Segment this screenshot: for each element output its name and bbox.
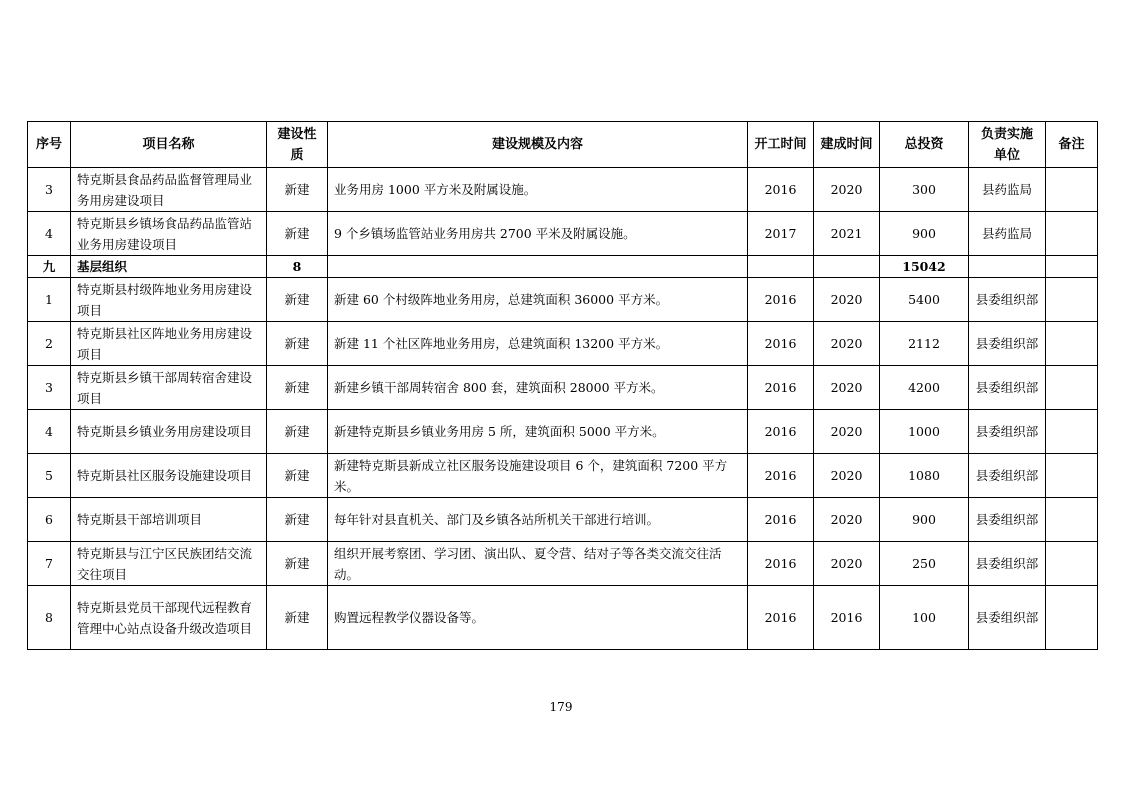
- cell-start: 2016: [748, 542, 814, 586]
- cell-end: 2020: [814, 168, 880, 212]
- cell-scope: 组织开展考察团、学习团、演出队、夏令营、结对子等各类交流交往活动。: [328, 542, 748, 586]
- cell-unit: 县药监局: [969, 168, 1046, 212]
- header-name: 项目名称: [71, 122, 267, 168]
- cell-remark: [1046, 168, 1098, 212]
- cell-name: 特克斯县社区服务设施建设项目: [71, 454, 267, 498]
- cell-unit: 县委组织部: [969, 278, 1046, 322]
- table-row: [28, 366, 1098, 410]
- cell-scope: 新建特克斯县新成立社区服务设施建设项目 6 个，建筑面积 7200 平方米。: [328, 454, 748, 498]
- cell-scope: 新建 60 个村级阵地业务用房，总建筑面积 36000 平方米。: [328, 278, 748, 322]
- cell-investment: 100: [880, 586, 969, 650]
- cell-end: 2020: [814, 278, 880, 322]
- table-row: [28, 322, 1098, 366]
- section-end-empty: [814, 256, 880, 278]
- table-row: [28, 168, 1098, 212]
- cell-scope: 新建特克斯县乡镇业务用房 5 所，建筑面积 5000 平方米。: [328, 410, 748, 454]
- cell-start: 2016: [748, 278, 814, 322]
- section-unit-empty: [969, 256, 1046, 278]
- table-header-row: [28, 122, 1098, 168]
- table-row: [28, 586, 1098, 650]
- cell-seq: 3: [28, 366, 71, 410]
- cell-investment: 1080: [880, 454, 969, 498]
- table-row: [28, 212, 1098, 256]
- cell-name: 特克斯县乡镇场食品药品监管站业务用房建设项目: [71, 212, 267, 256]
- cell-unit: 县委组织部: [969, 498, 1046, 542]
- cell-scope: 购置远程教学仪器设备等。: [328, 586, 748, 650]
- section-count: 8: [267, 256, 328, 278]
- cell-nature: 新建: [267, 168, 328, 212]
- cell-end: 2020: [814, 498, 880, 542]
- cell-scope: 新建 11 个社区阵地业务用房，总建筑面积 13200 平方米。: [328, 322, 748, 366]
- cell-nature: 新建: [267, 454, 328, 498]
- cell-start: 2016: [748, 586, 814, 650]
- cell-end: 2021: [814, 212, 880, 256]
- cell-seq: 3: [28, 168, 71, 212]
- project-table: [27, 121, 1098, 650]
- cell-seq: 1: [28, 278, 71, 322]
- cell-end: 2020: [814, 366, 880, 410]
- section-investment: 15042: [880, 256, 969, 278]
- section-seq: 九: [28, 256, 71, 278]
- cell-unit: 县委组织部: [969, 322, 1046, 366]
- cell-nature: 新建: [267, 278, 328, 322]
- cell-seq: 7: [28, 542, 71, 586]
- cell-remark: [1046, 322, 1098, 366]
- section-name: 基层组织: [71, 256, 267, 278]
- cell-investment: 2112: [880, 322, 969, 366]
- cell-start: 2016: [748, 498, 814, 542]
- cell-nature: 新建: [267, 322, 328, 366]
- cell-name: 特克斯县干部培训项目: [71, 498, 267, 542]
- cell-remark: [1046, 278, 1098, 322]
- cell-remark: [1046, 212, 1098, 256]
- cell-start: 2016: [748, 322, 814, 366]
- cell-end: 2020: [814, 542, 880, 586]
- cell-investment: 4200: [880, 366, 969, 410]
- section-remark-empty: [1046, 256, 1098, 278]
- cell-unit: 县委组织部: [969, 454, 1046, 498]
- cell-remark: [1046, 410, 1098, 454]
- cell-start: 2016: [748, 366, 814, 410]
- cell-nature: 新建: [267, 498, 328, 542]
- cell-end: 2020: [814, 322, 880, 366]
- cell-name: 特克斯县食品药品监督管理局业务用房建设项目: [71, 168, 267, 212]
- cell-scope: 业务用房 1000 平方米及附属设施。: [328, 168, 748, 212]
- cell-start: 2017: [748, 212, 814, 256]
- cell-name: 特克斯县党员干部现代远程教育管理中心站点设备升级改造项目: [71, 586, 267, 650]
- cell-investment: 300: [880, 168, 969, 212]
- cell-unit: 县委组织部: [969, 366, 1046, 410]
- cell-seq: 8: [28, 586, 71, 650]
- cell-start: 2016: [748, 168, 814, 212]
- cell-nature: 新建: [267, 410, 328, 454]
- header-scope: 建设规模及内容: [328, 122, 748, 168]
- cell-name: 特克斯县乡镇干部周转宿舍建设项目: [71, 366, 267, 410]
- cell-nature: 新建: [267, 586, 328, 650]
- cell-name: 特克斯县村级阵地业务用房建设项目: [71, 278, 267, 322]
- table-row: [28, 410, 1098, 454]
- cell-seq: 5: [28, 454, 71, 498]
- cell-unit: 县委组织部: [969, 410, 1046, 454]
- page-number: 179: [549, 700, 573, 714]
- cell-start: 2016: [748, 410, 814, 454]
- cell-name: 特克斯县乡镇业务用房建设项目: [71, 410, 267, 454]
- table-row: [28, 542, 1098, 586]
- cell-remark: [1046, 498, 1098, 542]
- cell-seq: 6: [28, 498, 71, 542]
- project-table-container: [27, 121, 1097, 650]
- header-remark: 备注: [1046, 122, 1098, 168]
- cell-unit: 县委组织部: [969, 586, 1046, 650]
- cell-nature: 新建: [267, 366, 328, 410]
- section-scope-empty: [328, 256, 748, 278]
- cell-remark: [1046, 586, 1098, 650]
- cell-remark: [1046, 366, 1098, 410]
- header-investment: 总投资: [880, 122, 969, 168]
- cell-start: 2016: [748, 454, 814, 498]
- header-nature: 建设性质: [267, 122, 328, 168]
- cell-scope: 新建乡镇干部周转宿舍 800 套，建筑面积 28000 平方米。: [328, 366, 748, 410]
- section-row: [28, 256, 1098, 278]
- table-row: [28, 498, 1098, 542]
- cell-nature: 新建: [267, 542, 328, 586]
- cell-investment: 900: [880, 498, 969, 542]
- cell-remark: [1046, 454, 1098, 498]
- cell-investment: 900: [880, 212, 969, 256]
- cell-investment: 5400: [880, 278, 969, 322]
- cell-remark: [1046, 542, 1098, 586]
- cell-scope: 每年针对县直机关、部门及乡镇各站所机关干部进行培训。: [328, 498, 748, 542]
- cell-seq: 4: [28, 212, 71, 256]
- cell-nature: 新建: [267, 212, 328, 256]
- header-start: 开工时间: [748, 122, 814, 168]
- header-end: 建成时间: [814, 122, 880, 168]
- header-unit: 负责实施单位: [969, 122, 1046, 168]
- cell-name: 特克斯县社区阵地业务用房建设项目: [71, 322, 267, 366]
- table-row: [28, 454, 1098, 498]
- cell-unit: 县委组织部: [969, 542, 1046, 586]
- cell-end: 2020: [814, 454, 880, 498]
- cell-seq: 4: [28, 410, 71, 454]
- cell-investment: 1000: [880, 410, 969, 454]
- cell-name: 特克斯县与江宁区民族团结交流交往项目: [71, 542, 267, 586]
- cell-seq: 2: [28, 322, 71, 366]
- cell-end: 2016: [814, 586, 880, 650]
- cell-unit: 县药监局: [969, 212, 1046, 256]
- cell-scope: 9 个乡镇场监管站业务用房共 2700 平米及附属设施。: [328, 212, 748, 256]
- table-row: [28, 278, 1098, 322]
- cell-end: 2020: [814, 410, 880, 454]
- cell-investment: 250: [880, 542, 969, 586]
- header-seq: 序号: [28, 122, 71, 168]
- section-start-empty: [748, 256, 814, 278]
